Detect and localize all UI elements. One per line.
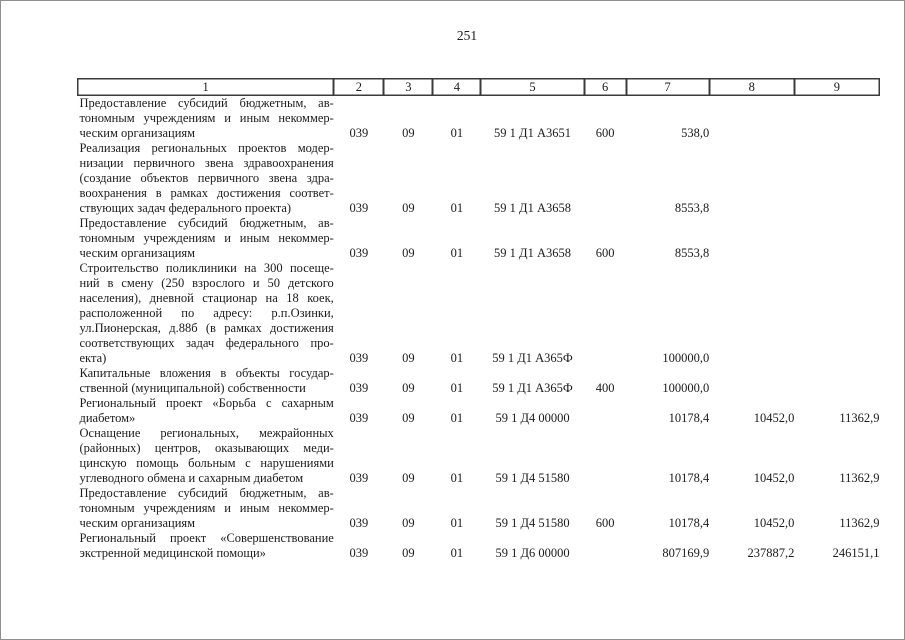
- row-name-line: Оснащение региональных, межрайонных: [79, 426, 334, 440]
- amount-year1-cell: 100000,0: [662, 351, 710, 365]
- expense-type-code-cell: [584, 426, 626, 486]
- section-code-cell: 09: [402, 546, 415, 560]
- section-code-cell: 09: [402, 351, 415, 365]
- target-article-code-cell: 59 1 Д4 51580: [495, 471, 570, 485]
- grbs-code-cell: 039: [349, 201, 369, 215]
- row-name-line: Предоставление субсидий бюджетным, ав-: [79, 96, 334, 110]
- budget-table: [77, 78, 880, 561]
- subsection-code-cell: 01: [450, 351, 464, 365]
- amount-year2-cell: 10452,0: [753, 516, 795, 530]
- row-name-line: ческим организациям: [79, 516, 196, 530]
- expense-type-code-cell: [584, 396, 626, 426]
- amount-year2-cell: 10452,0: [753, 411, 795, 425]
- table-body: [78, 96, 880, 562]
- amount-year2-cell: [709, 141, 794, 216]
- row-name-line: ческим организациям: [79, 126, 196, 140]
- header-cell-col4: 4: [433, 79, 481, 96]
- amount-year3-cell: [794, 216, 879, 261]
- row-name-cell: [78, 486, 334, 531]
- table-row: [78, 216, 880, 261]
- row-name-line: цинскую помощь больным с нарушениями: [79, 456, 334, 470]
- row-name-line: ул.Пионерская, д.88б (в рамках достижения: [79, 321, 334, 335]
- row-name-line: Региональный проект «Совершенствование: [79, 531, 334, 545]
- table-row: [78, 531, 880, 561]
- table-header: [78, 79, 880, 96]
- grbs-code-cell: 039: [349, 381, 369, 395]
- row-name-line: населения), дневной стационар на 18 коек,: [79, 291, 334, 305]
- table-row: [78, 366, 880, 396]
- amount-year3-cell: 11362,9: [839, 411, 880, 425]
- amount-year1-cell: 538,0: [681, 126, 710, 140]
- target-article-code-cell: 59 1 Д4 51580: [495, 516, 570, 530]
- row-name-line: Предоставление субсидий бюджетным, ав-: [79, 486, 334, 500]
- table-row: [78, 396, 880, 426]
- expense-type-code-cell: [584, 261, 626, 366]
- target-article-code-cell: 59 1 Д1 А3658: [494, 246, 571, 260]
- row-name-line: соответствующих задач федерального про-: [79, 336, 334, 350]
- subsection-code-cell: 01: [450, 516, 464, 530]
- subsection-code-cell: 01: [450, 471, 464, 485]
- amount-year3-cell: [794, 366, 879, 396]
- table-row: [78, 141, 880, 216]
- amount-year2-cell: [709, 366, 794, 396]
- expense-type-code-cell: 600: [595, 126, 615, 140]
- amount-year1-cell: 10178,4: [668, 471, 710, 485]
- grbs-code-cell: 039: [349, 516, 369, 530]
- grbs-code-cell: 039: [349, 471, 369, 485]
- row-name-cell: [78, 261, 334, 366]
- amount-year2-cell: [709, 96, 794, 142]
- row-name-line: расположенной по адресу: р.п.Озинки,: [79, 306, 334, 320]
- row-name-line: воохранения в рамках достижения соответ-: [79, 186, 334, 200]
- amount-year1-cell: 8553,8: [674, 201, 710, 215]
- row-name-line: тономным учреждениям и иным некоммер-: [79, 111, 334, 125]
- grbs-code-cell: 039: [349, 546, 369, 560]
- expense-type-code-cell: 400: [595, 381, 615, 395]
- target-article-code-cell: 59 1 Д1 А3658: [494, 201, 571, 215]
- section-code-cell: 09: [402, 126, 415, 140]
- grbs-code-cell: 039: [349, 246, 369, 260]
- target-article-code-cell: 59 1 Д4 00000: [495, 411, 570, 425]
- amount-year3-cell: [794, 96, 879, 142]
- amount-year3-cell: 246151,1: [832, 546, 880, 560]
- section-code-cell: 09: [402, 471, 415, 485]
- amount-year3-cell: [794, 141, 879, 216]
- expense-type-code-cell: 600: [595, 516, 615, 530]
- row-name-cell: [78, 426, 334, 486]
- expense-type-code-cell: 600: [595, 246, 615, 260]
- section-code-cell: 09: [402, 411, 415, 425]
- row-name-line: низации первичного звена здравоохранения: [79, 156, 334, 170]
- row-name-line: (районных) центров, оказывающих меди-: [79, 441, 334, 455]
- header-cell-col7: 7: [626, 79, 709, 96]
- amount-year2-cell: 237887,2: [747, 546, 795, 560]
- table-row: [78, 261, 880, 366]
- row-name-line: ствующих задач федерального проекта): [79, 201, 292, 215]
- subsection-code-cell: 01: [450, 381, 464, 395]
- subsection-code-cell: 01: [450, 201, 464, 215]
- row-name-line: ческим организациям: [79, 246, 196, 260]
- header-cell-col9: 9: [794, 79, 879, 96]
- section-code-cell: 09: [402, 246, 415, 260]
- row-name-line: (создание объектов первичного звена здра-: [79, 171, 334, 185]
- row-name-cell: [78, 366, 334, 396]
- amount-year1-cell: 10178,4: [668, 516, 710, 530]
- amount-year1-cell: 8553,8: [674, 246, 710, 260]
- amount-year2-cell: [709, 261, 794, 366]
- grbs-code-cell: 039: [349, 351, 369, 365]
- target-article-code-cell: 59 1 Д1 А365Ф: [492, 381, 573, 395]
- table-row: [78, 426, 880, 486]
- header-cell-col1: 1: [78, 79, 334, 96]
- amount-year1-cell: 100000,0: [662, 381, 710, 395]
- row-name-cell: [78, 141, 334, 216]
- row-name-line: углеводного обмена и сахарным диабетом: [79, 471, 304, 485]
- amount-year3-cell: [794, 261, 879, 366]
- target-article-code-cell: 59 1 Д1 А3651: [494, 126, 571, 140]
- header-cell-col5: 5: [481, 79, 584, 96]
- subsection-code-cell: 01: [450, 126, 464, 140]
- subsection-code-cell: 01: [450, 411, 464, 425]
- amount-year2-cell: [709, 216, 794, 261]
- section-code-cell: 09: [402, 201, 415, 215]
- row-name-line: экстренной медицинской помощи»: [79, 546, 266, 560]
- expense-type-code-cell: [584, 531, 626, 561]
- amount-year1-cell: 10178,4: [668, 411, 710, 425]
- header-cell-col8: 8: [709, 79, 794, 96]
- grbs-code-cell: 039: [349, 411, 369, 425]
- row-name-line: ний в смену (250 взрослого и 50 детского: [79, 276, 334, 290]
- table-row: [78, 486, 880, 531]
- row-name-line: Капитальные вложения в объекты государ-: [79, 366, 334, 380]
- header-cell-col3: 3: [384, 79, 433, 96]
- amount-year2-cell: 10452,0: [753, 471, 795, 485]
- row-name-line: диабетом»: [79, 411, 136, 425]
- target-article-code-cell: 59 1 Д1 А365Ф: [492, 351, 573, 365]
- amount-year1-cell: 807169,9: [662, 546, 710, 560]
- header-cell-col2: 2: [334, 79, 384, 96]
- section-code-cell: 09: [402, 381, 415, 395]
- expense-type-code-cell: [584, 141, 626, 216]
- section-code-cell: 09: [402, 516, 415, 530]
- row-name-cell: [78, 396, 334, 426]
- target-article-code-cell: 59 1 Д6 00000: [495, 546, 570, 560]
- row-name-line: Реализация региональных проектов модер-: [79, 141, 334, 155]
- row-name-line: Предоставление субсидий бюджетным, ав-: [79, 216, 334, 230]
- grbs-code-cell: 039: [349, 126, 369, 140]
- row-name-line: тономным учреждениям и иным некоммер-: [79, 501, 334, 515]
- row-name-line: тономным учреждениям и иным некоммер-: [79, 231, 334, 245]
- subsection-code-cell: 01: [450, 546, 464, 560]
- table-row: [78, 96, 880, 142]
- row-name-line: Региональный проект «Борьба с сахарным: [79, 396, 334, 410]
- amount-year3-cell: 11362,9: [839, 516, 880, 530]
- page-number: 251: [456, 28, 478, 43]
- row-name-line: Строительство поликлиники на 300 посеще-: [79, 261, 334, 275]
- header-cell-col6: 6: [584, 79, 626, 96]
- row-name-line: екта): [79, 351, 107, 365]
- amount-year3-cell: 11362,9: [839, 471, 880, 485]
- row-name-cell: [78, 96, 334, 142]
- row-name-cell: [78, 216, 334, 261]
- row-name-cell: [78, 531, 334, 561]
- row-name-line: ственной (муниципальной) собственности: [79, 381, 306, 395]
- header-row: [78, 79, 880, 96]
- subsection-code-cell: 01: [450, 246, 464, 260]
